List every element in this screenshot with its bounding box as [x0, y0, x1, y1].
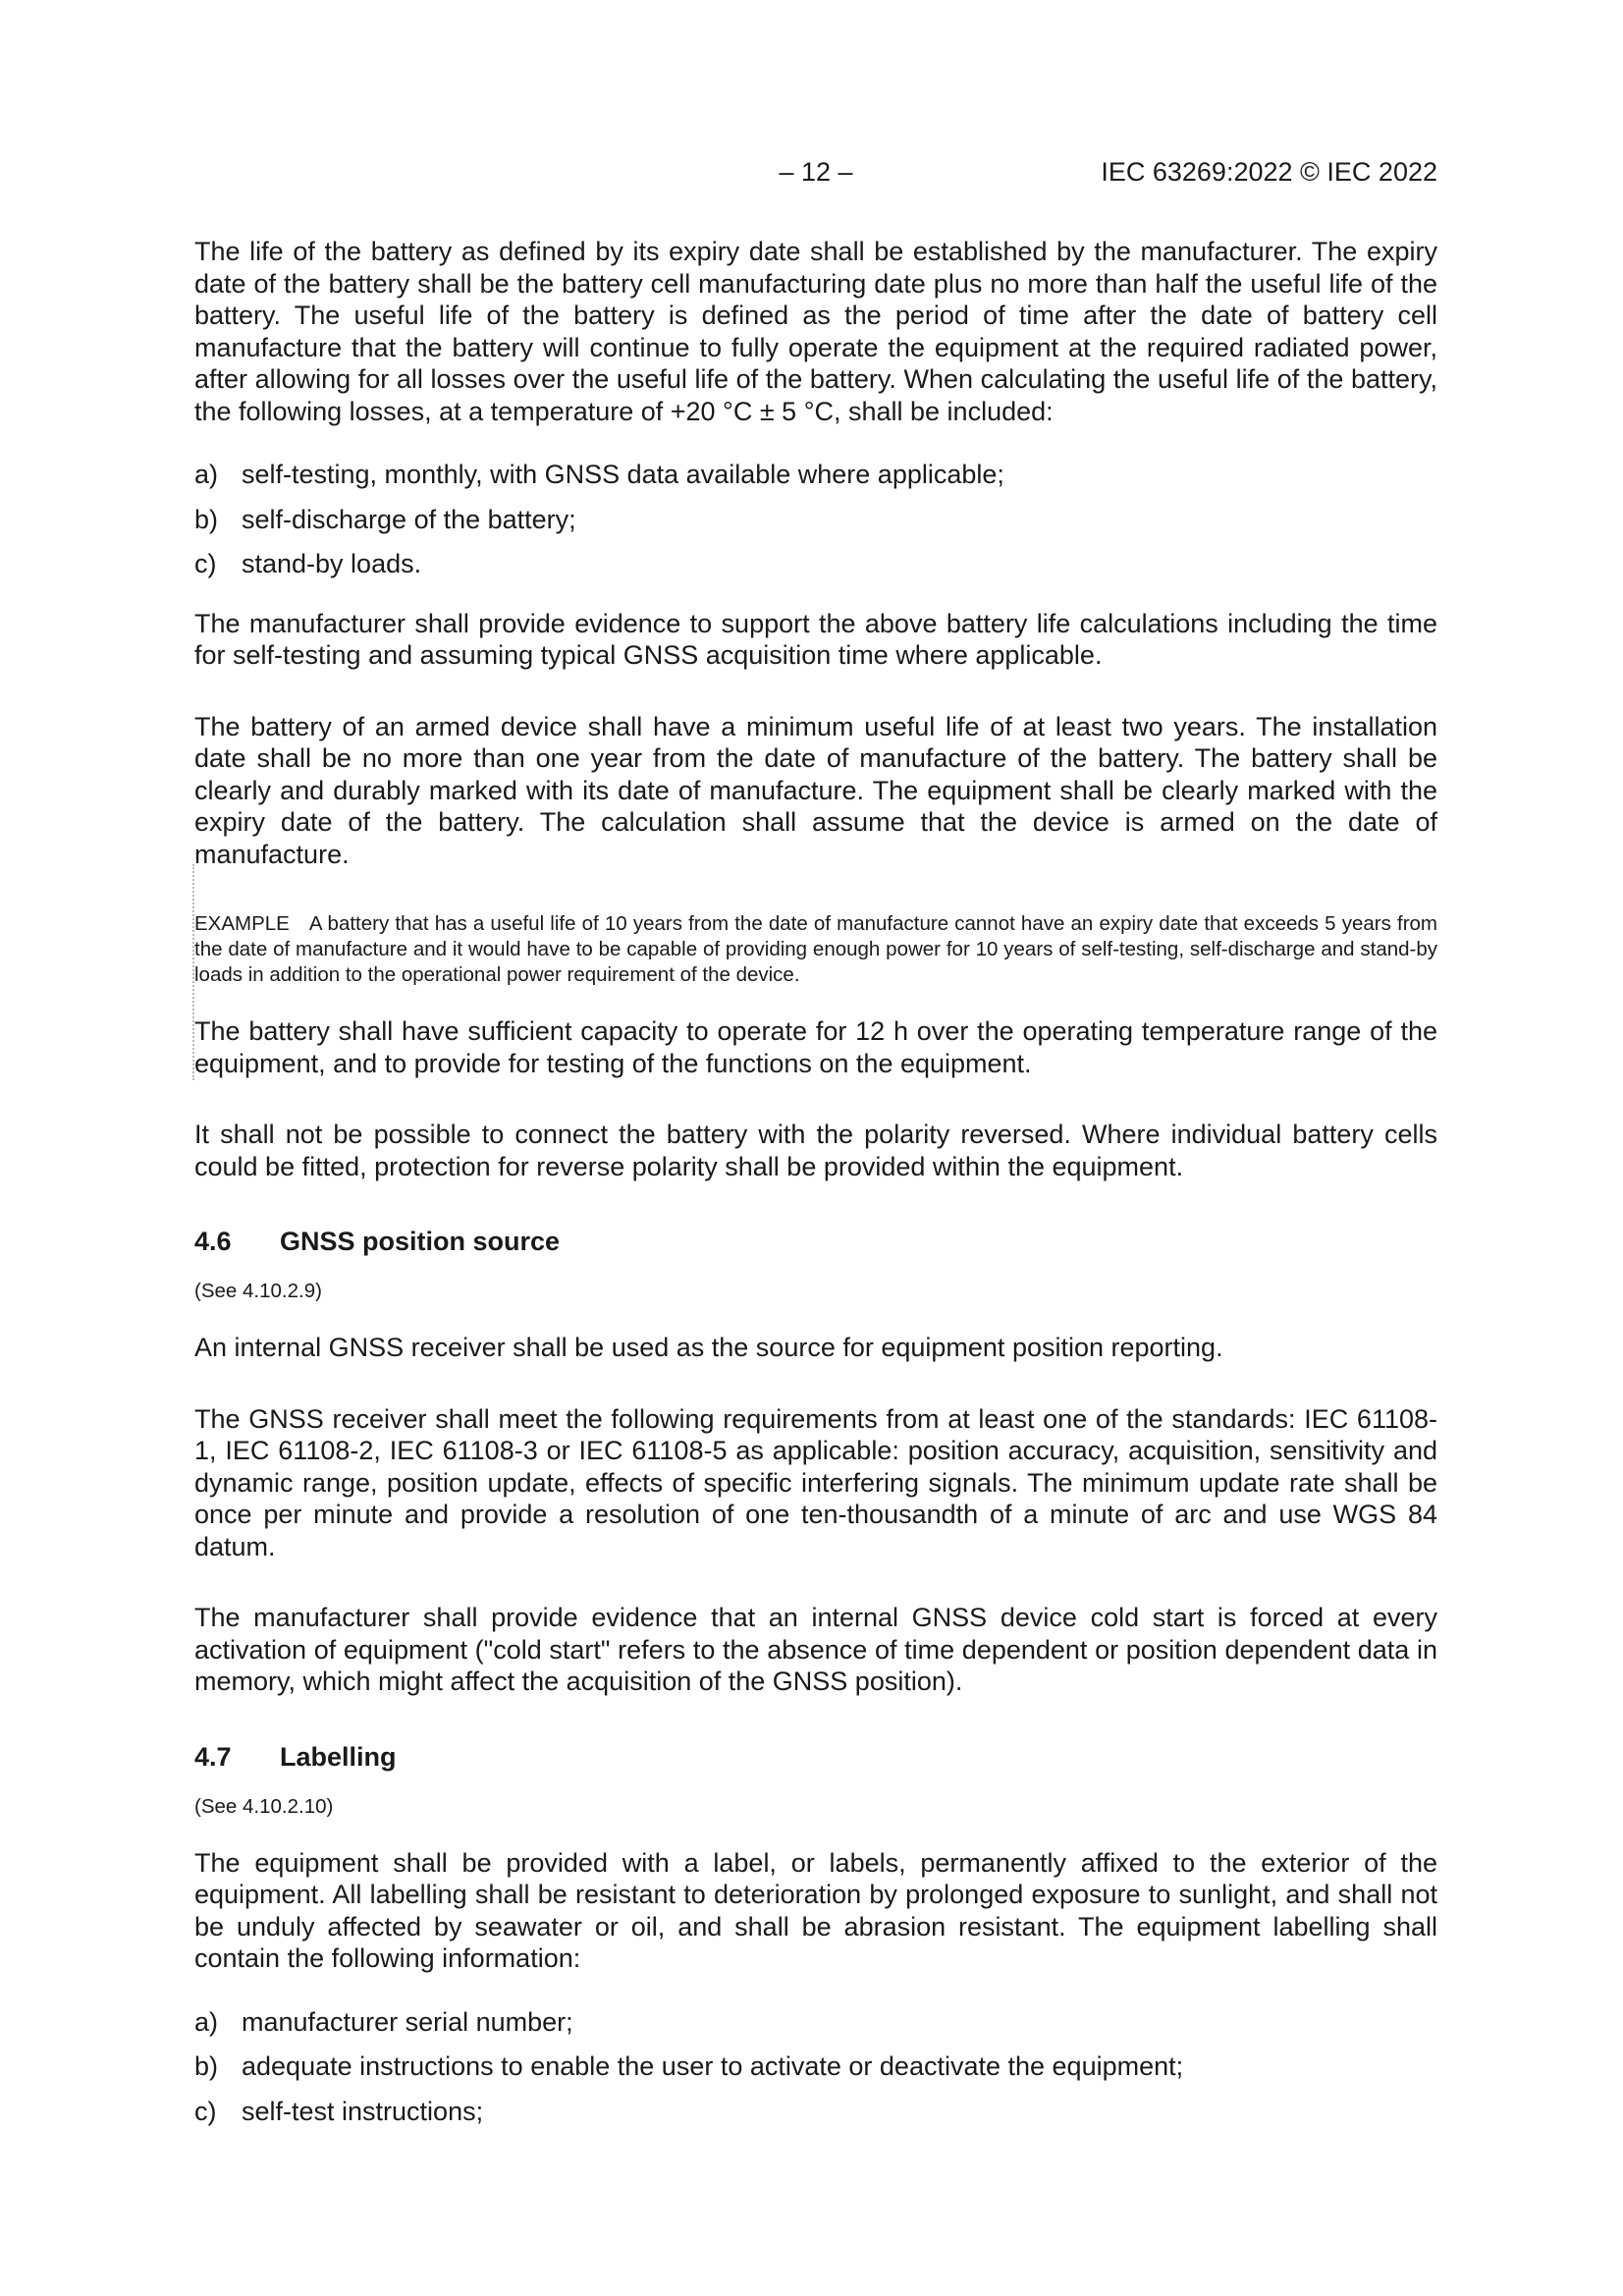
list-item [194, 548, 1437, 580]
see-reference: (See 4.10.2.10) [194, 1794, 334, 1818]
evidence-paragraph: The manufacturer shall provide evidence to support the above battery life calculations including the time for self-testing and assuming typical GNSS acquisition time where applicable. [194, 608, 1437, 670]
list-item [194, 459, 1437, 491]
list-marker: a) [194, 2006, 219, 2037]
see-reference: (See 4.10.2.9) [194, 1280, 322, 1302]
list-item-text: self-test instructions; [242, 2096, 484, 2126]
list-marker: a) [194, 460, 219, 489]
battery-losses-list [194, 459, 1437, 580]
list-marker: c) [194, 549, 217, 578]
list-marker: c) [194, 2096, 217, 2126]
list-item-text: stand-by loads. [242, 549, 422, 578]
armed-device-paragraph: The battery of an armed device shall have a minimum useful life of at least two years. The installation date shall be no more than one year from the date of manufacture of the battery. The battery shall be clearly and durably marked with its date of manufacture. The equipment shall be clearly marked with the expiry date of the battery. The calculation shall assume that the device is armed on the date of manufacture. [194, 711, 1437, 869]
list-item [194, 2096, 1437, 2128]
gnss-source-paragraph: An internal GNSS receiver shall be used as the source for equipment position reporting. [194, 1333, 1223, 1362]
page-header [194, 157, 1437, 196]
document-reference: IEC 63269:2022 © IEC 2022 [1101, 157, 1437, 187]
list-item [194, 2050, 1437, 2083]
example-text: A battery that has a useful life of 10 years from the date of manufacture cannot have an expiry date that exceeds 5 years from the date of manufacture and it would have to be capable of providing enough power for 10 years of self-testing, self-discharge and stand-by loads in addition to the operational power requirement of the device. [194, 912, 1437, 986]
list-item-text: adequate instructions to enable the user to activate or deactivate the equipment; [242, 2051, 1184, 2081]
list-item [194, 504, 1437, 536]
section-heading-4-6 [194, 1226, 1437, 1257]
example-note [194, 911, 1437, 988]
polarity-paragraph: It shall not be possible to connect the battery with the polarity reversed. Where individual battery cells could be fitted, protection for reverse polarity shall be provided within the equipment. [194, 1120, 1437, 1181]
list-item-text: self-discharge of the battery; [242, 504, 576, 534]
section-title: Labelling [280, 1741, 397, 1772]
page-number: – 12 – [779, 157, 853, 187]
section-number: 4.6 [194, 1227, 232, 1256]
cold-start-paragraph: The manufacturer shall provide evidence that an internal GNSS device cold start is forced at every activation of equipment ("cold start" refers to the absence of time dependent or position dependent data in memory, which might affect the acquisition of the GNSS position). [194, 1603, 1437, 1696]
section-number: 4.7 [194, 1741, 232, 1772]
capacity-paragraph: The battery shall have sufficient capacity to operate for 12 h over the operating temperature range of the equipment, and to provide for testing of the functions on the equipment. [194, 1016, 1437, 1078]
list-marker: b) [194, 2051, 219, 2081]
list-item-text: manufacturer serial number; [242, 2006, 573, 2037]
section-title: GNSS position source [280, 1227, 561, 1256]
labelling-info-list [194, 2006, 1437, 2128]
list-marker: b) [194, 504, 219, 534]
list-item [194, 2006, 1437, 2039]
document-page [194, 157, 1437, 2140]
list-item-text: self-testing, monthly, with GNSS data available where applicable; [242, 460, 1004, 489]
gnss-requirements-paragraph: The GNSS receiver shall meet the following requirements from at least one of the standards: IEC 61108-1, IEC 61108-2, IEC 61108-3 or IEC 61108-5 as applicable: position accuracy, acquisition, sensitivity and dynamic range, position update, effects of specific interfering signals. The minimum update rate shall be once per minute and provide a resolution of one ten-thousandth of a minute of arc and use WGS 84 datum. [194, 1403, 1437, 1561]
example-tag: EXAMPLE [194, 912, 290, 935]
section-heading-4-7 [194, 1741, 1437, 1773]
labelling-paragraph: The equipment shall be provided with a label, or labels, permanently affixed to the exterior of the equipment. All labelling shall be resistant to deterioration by prolonged exposure to sunlight, and shall not be unduly affected by seawater or oil, and shall be abrasion resistant. The equipment labelling shall contain the following information: [194, 1847, 1437, 1973]
battery-life-paragraph: The life of the battery as defined by its expiry date shall be established by the manufacturer. The expiry date of the battery shall be the battery cell manufacturing date plus no more than half the useful life of the battery. The useful life of the battery is defined as the period of time after the date of battery cell manufacture that the battery will continue to fully operate the equipment at the required radiated power, after allowing for all losses over the useful life of the battery. When calculating the useful life of the battery, the following losses, at a temperature of +20 °C ± 5 °C, shall be included: [194, 237, 1437, 426]
